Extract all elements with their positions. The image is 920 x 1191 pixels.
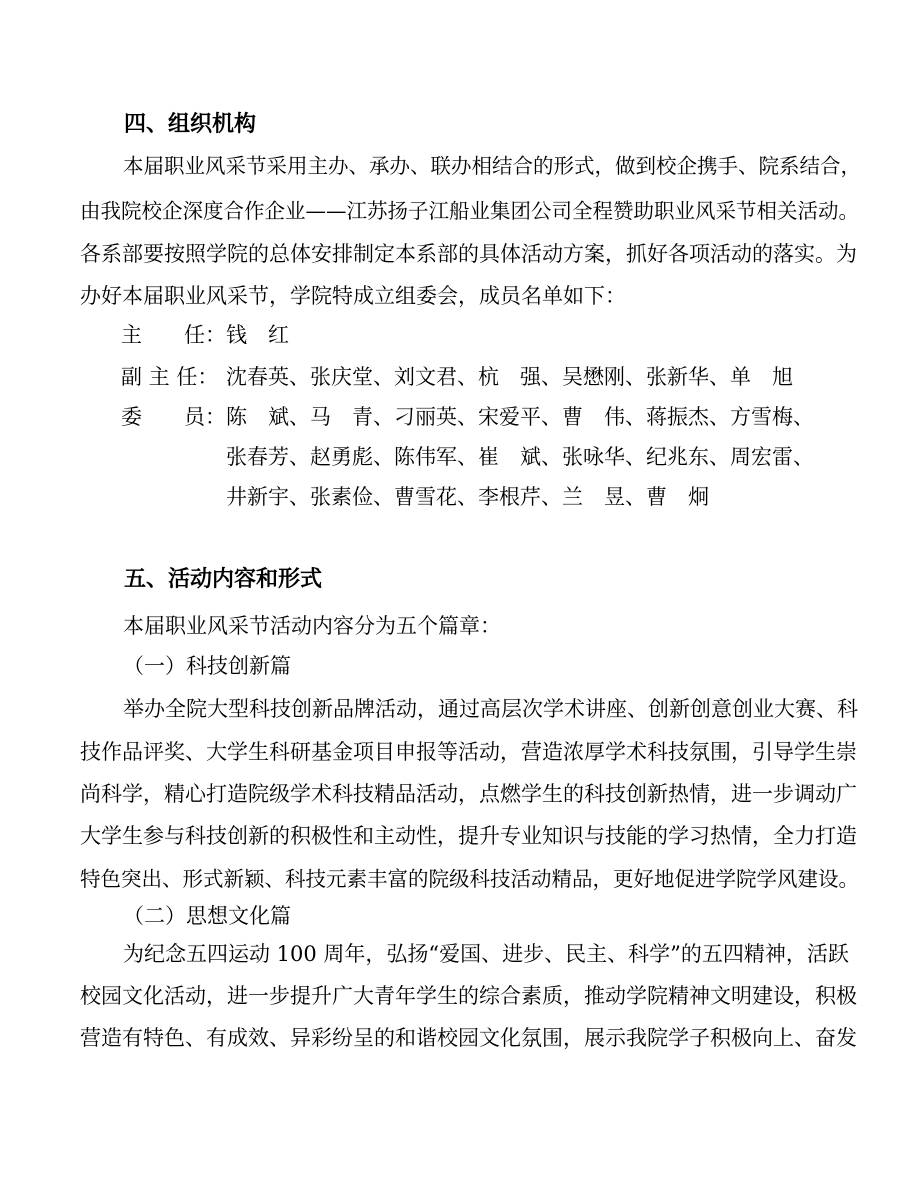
part-2-title: （二）思想文化篇 [123,904,291,928]
section-4-paragraph-line: 办好本届职业风采节，学院特成立组委会，成员名单如下： [80,284,626,308]
director-label: 主 任： [121,323,226,347]
vice-director-label: 副 主 任： [121,365,219,389]
section-4-paragraph-line: 由我院校企深度合作企业——江苏扬子江船业集团公司全程赞助职业风采节相关活动。 [80,199,859,223]
part-1-title: （一）科技创新篇 [123,654,291,678]
members-label: 委 员： [121,405,226,429]
members-line: 张春芳、赵勇彪、陈伟军、崔 斌、张咏华、纪兆东、周宏雷、 [226,445,814,469]
part-2-line: 营造有特色、有成效、异彩纷呈的和谐校园文化氛围，展示我院学子积极向上、奋发 [80,1026,857,1050]
part-1-line: 特色突出、形式新颖、科技元素丰富的院级科技活动精品，更好地促进学院学风建设。 [80,867,859,891]
section-4-heading: 四、组织机构 [124,112,257,137]
part-1-line: 技作品评奖、大学生科研基金项目申报等活动，营造浓厚学术科技氛围，引导学生崇 [80,740,857,764]
section-5-heading: 五、活动内容和形式 [124,567,323,592]
members-line: 井新宇、张素俭、曹雪花、李根芹、兰 昱、曹 炯 [226,485,709,509]
section-4-paragraph-line: 各系部要按照学院的总体安排制定本系部的具体活动方案，抓好各项活动的落实。为 [80,242,857,266]
part-1-line: 大学生参与科技创新的积极性和主动性，提升专业知识与技能的学习热情，全力打造 [80,824,857,848]
part-2-line: 校园文化活动，进一步提升广大青年学生的综合素质，推动学院精神文明建设，积极 [80,984,857,1008]
part-1-line: 尚科学，精心打造院级学术科技精品活动，点燃学生的科技创新热情，进一步调动广 [80,782,857,806]
section-4-paragraph-line: 本届职业风采节采用主办、承办、联办相结合的形式，做到校企携手、院系结合， [123,154,861,178]
section-5-intro: 本届职业风采节活动内容分为五个篇章： [123,614,501,638]
members-line: 陈 斌、马 青、刁丽英、宋爱平、曹 伟、蒋振杰、方雪梅、 [226,405,814,429]
part-1-line: 举办全院大型科技创新品牌活动，通过高层次学术讲座、创新创意创业大赛、科 [123,697,858,721]
director-name: 钱 红 [226,323,289,347]
vice-director-names: 沈春英、张庆堂、刘文君、杭 强、吴懋刚、张新华、单 旭 [226,365,793,389]
part-2-line: 为纪念五四运动 100 周年，弘扬“爱国、进步、民主、科学”的五四精神，活跃 [123,942,849,966]
